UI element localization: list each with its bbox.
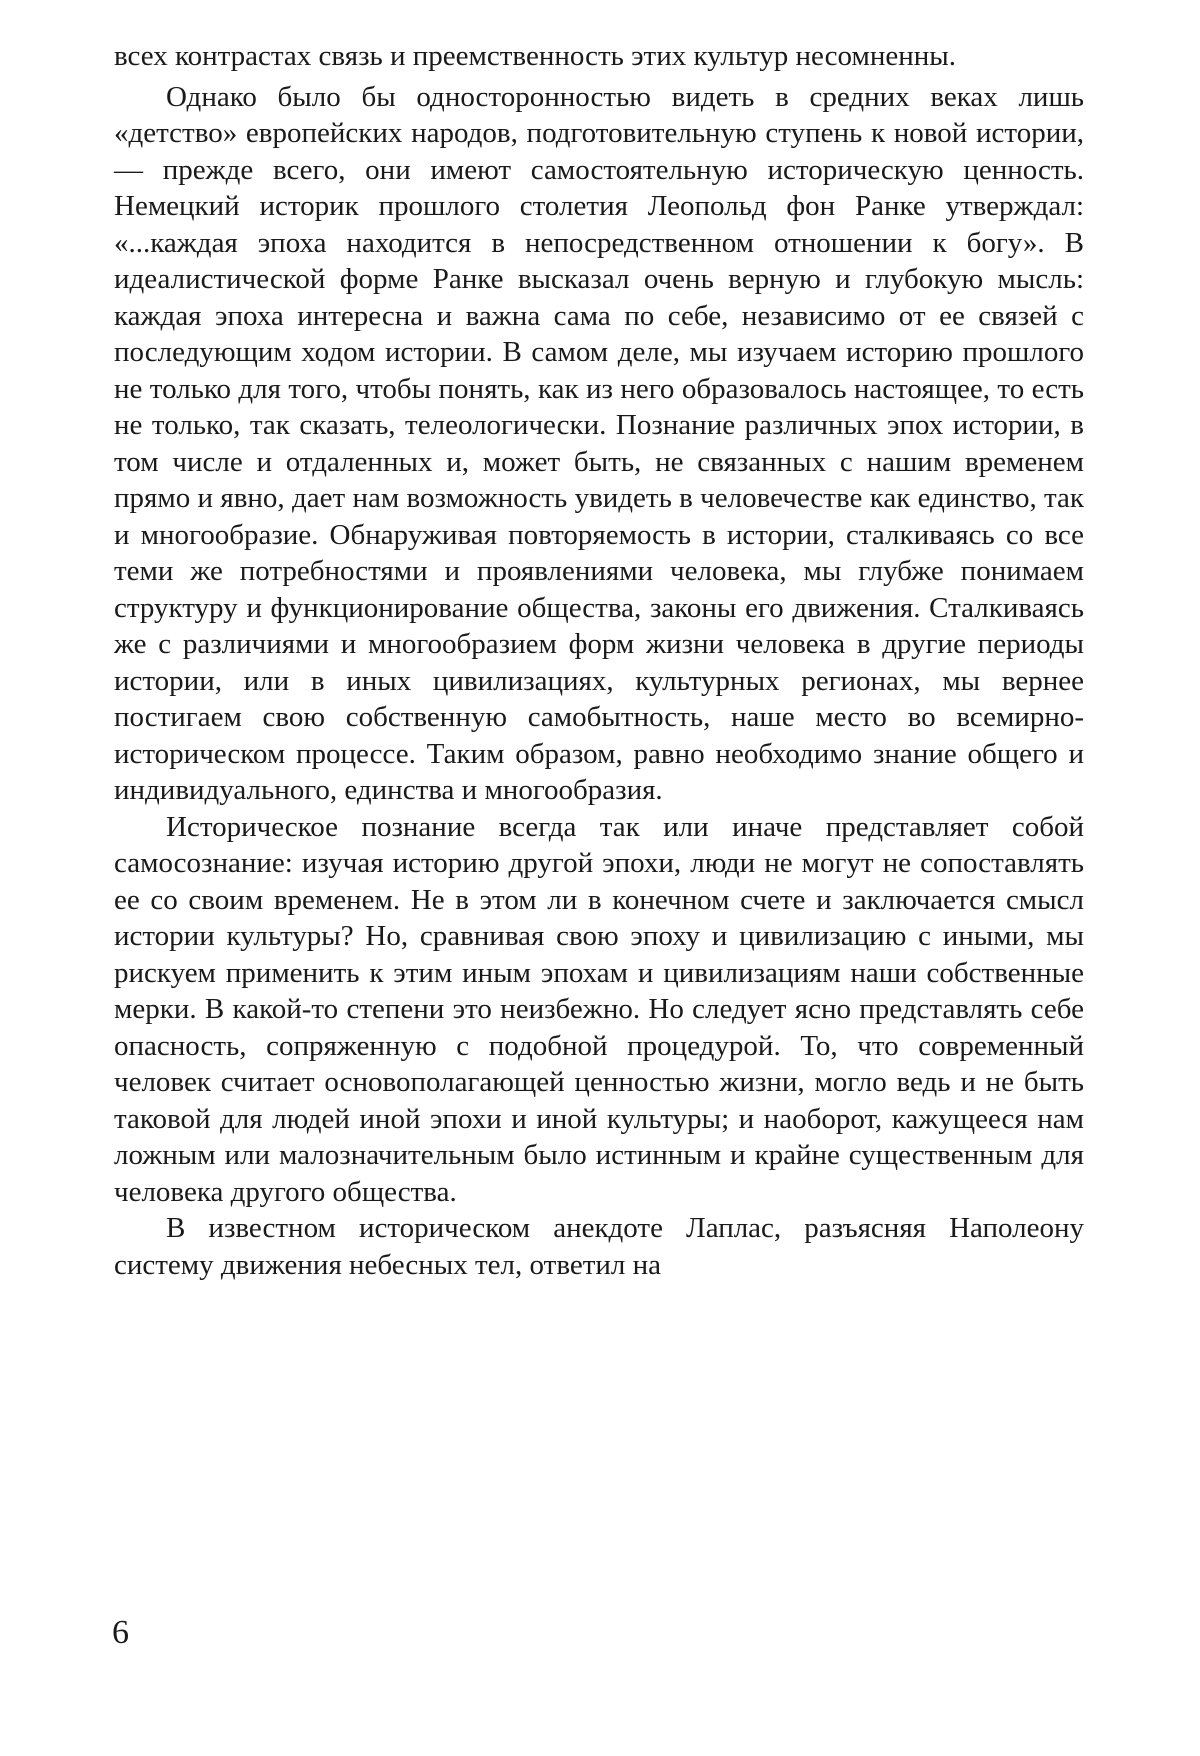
paragraph: Однако было бы односторонностью видеть в средних веках лишь «детство» европейских народов, подготовительную ступень к новой истории,— прежде всего, они имеют самостоятельную историческую ценность. Немецкий историк прошлого столетия Леопольд фон Ранке утверждал: «...каждая эпоха находится в непосредственном отношении к богу». В идеалистической форме Ранке высказал очень верную и глубокую мысль: каждая эпоха интересна и важна сама по себе, независимо от ее связей с последующим ходом истории. В самом деле, мы изучаем историю прошлого не только для того, чтобы понять, как из него образовалось настоящее, то есть не только, так сказать, телеологически. Познание различных эпох истории, в том числе и отдаленных и, может быть, не связанных с нашим временем прямо и явно, дает нам возможность увидеть в человечестве как единство, так и многообразие. Обнаруживая повторяемость в истории, сталкиваясь со все теми же потребностями и проявлениями человека, мы глубже понимаем структуру и функционирование общества, законы его движения. Сталкиваясь же с различиями и многообразием форм жизни человека в другие периоды истории, или в иных цивилизациях, культурных регионах, мы вернее постигаем свою собственную самобытность, наше место во всемирно-историческом процессе. Таким образом, равно необходимо знание общего и индивидуального, единства и многообразия. [114,80,1084,806]
paragraph: Историческое познание всегда так или иначе представляет собой самосознание: изучая историю другой эпохи, люди не могут не сопоставлять ее со своим временем. Не в этом ли в конечном счете и заключается смысл истории культуры? Но, сравнивая свою эпоху и цивилизацию с иными, мы рискуем применить к этим иным эпохам и цивилизациям наши собственные мерки. В какой-то степени это неизбежно. Но следует ясно представлять себе опасность, сопряженную с подобной процедурой. То, что современный человек считает основополагающей ценностью жизни, могло ведь и не быть таковой для людей иной эпохи и иной культуры; и наоборот, кажущееся нам ложным или малозначительным было истинным и крайне существенным для человека другого общества. [114,810,1084,1208]
page-number: 6 [112,1614,129,1651]
paragraph-continuation: всех контрастах связь и преемственность этих культур несомненны. [114,40,956,72]
paragraph: В известном историческом анекдоте Лаплас, разъясняя Наполеону систему движения небесных тел, ответил на [114,1212,1084,1281]
body-text [114,38,1084,1287]
